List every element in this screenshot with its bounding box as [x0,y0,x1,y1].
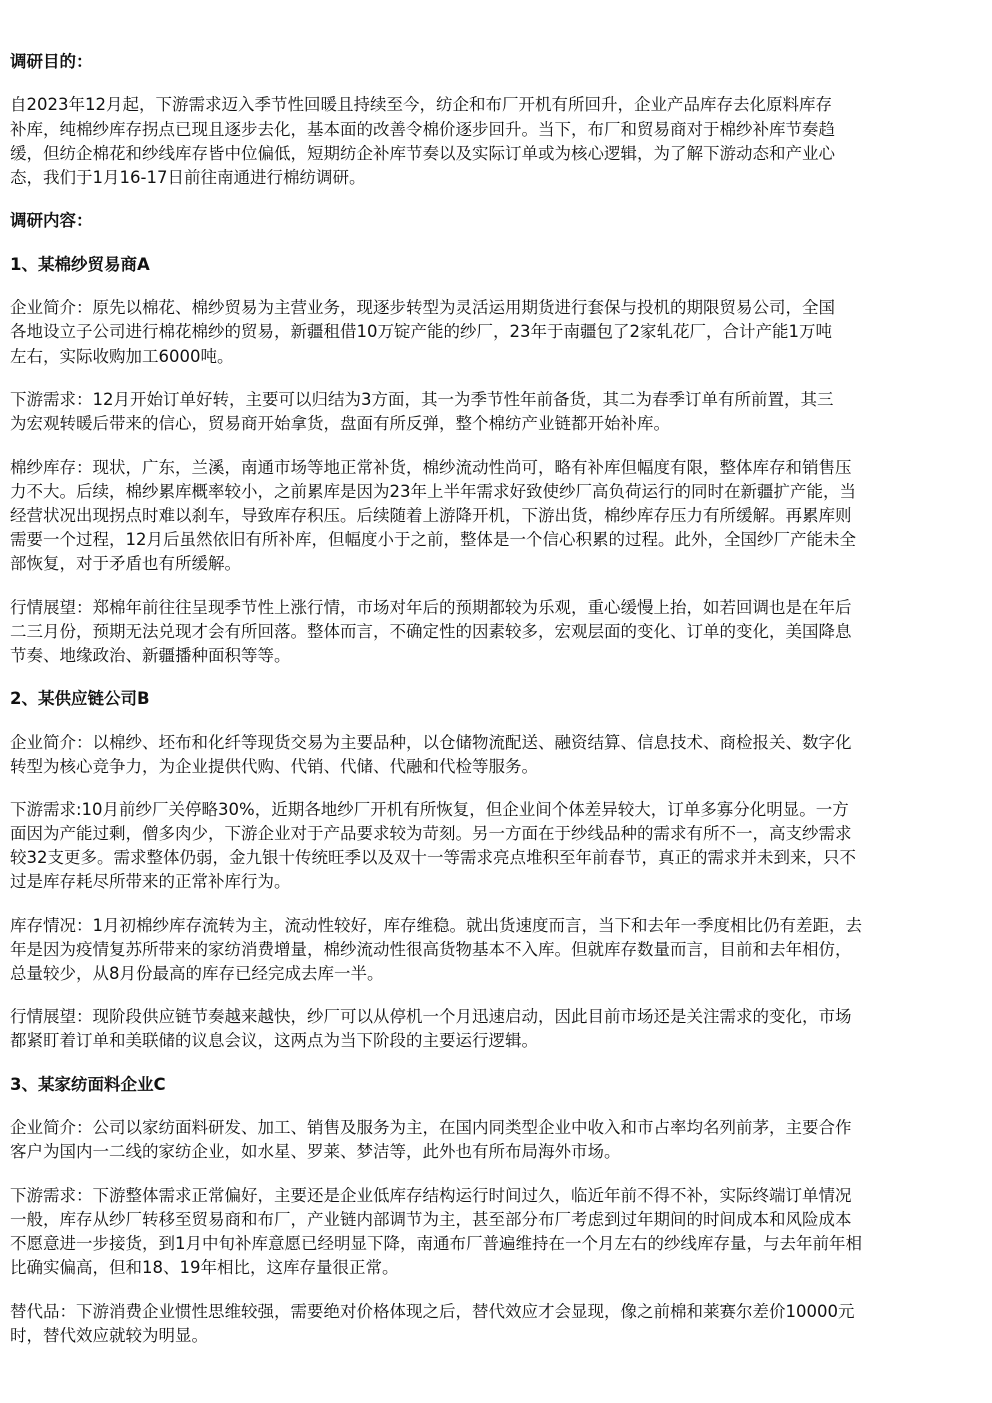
section-title: 1、某棉纱贸易商A [10,255,150,274]
section-title: 2、某供应链公司B [10,689,150,708]
paragraph-line: 一般，库存从纱厂转移至贸易商和布厂，产业链内部调节为主，甚至部分布厂考虑到过年期间的时间成本和风险成本 [10,1210,852,1229]
intro-line: 态，我们于1月16-17日前往南通进行棉纺调研。 [10,168,366,187]
paragraph-line: 各地设立子公司进行棉花棉纱的贸易，新疆租借10万锭产能的纱厂，23年于南疆包了2家轧花厂，合计产能1万吨 [10,322,832,341]
paragraph-line: 为宏观转暖后带来的信心，贸易商开始拿货，盘面有所反弹，整个棉纺产业链都开始补库。 [10,414,670,433]
paragraph-line: 力不大。后续，棉纱累库概率较小，之前累库是因为23年上半年需求好致使纱厂高负荷运行的同时在新疆扩产能，当 [10,482,856,501]
paragraph-line: 转型为核心竞争力，为企业提供代购、代销、代储、代融和代检等服务。 [10,757,538,776]
paragraph-line: 比确实偏高，但和18、19年相比，这库存量很正常。 [10,1258,399,1277]
paragraph-line: 棉纱库存：现状，广东，兰溪，南通市场等地正常补货，棉纱流动性尚可，略有补库但幅度有限，整体库存和销售压 [10,458,852,477]
paragraph-line: 下游需求：12月开始订单好转，主要可以归结为3方面，其一为季节性年前备货，其二为春季订单有所前置，其三 [10,390,834,409]
paragraph-line: 总量较少，从8月份最高的库存已经完成去库一半。 [10,964,384,983]
paragraph-line: 行情展望：现阶段供应链节奏越来越快，纱厂可以从停机一个月迅速启动，因此目前市场还是关注需求的变化，市场 [10,1007,852,1026]
paragraph-line: 客户为国内一二线的家纺企业，如水星、罗莱、梦洁等，此外也有所布局海外市场。 [10,1142,621,1161]
section-title: 3、某家纺面料企业C [10,1075,166,1094]
paragraph-line: 需要一个过程，12月后虽然依旧有所补库，但幅度小于之前，整体是一个信心积累的过程。此外，全国纱厂产能未全 [10,530,856,549]
paragraph-line: 替代品：下游消费企业惯性思维较强，需要绝对价格体现之后，替代效应才会显现，像之前棉和莱赛尔差价10000元 [10,1302,855,1321]
intro-line: 自2023年12月起，下游需求迈入季节性回暖且持续至今，纺企和布厂开机有所回升，企业产品库存去化原料库存 [10,95,832,114]
paragraph-line: 时，替代效应就较为明显。 [10,1326,208,1345]
paragraph-line: 库存情况：1月初棉纱库存流转为主，流动性较好，库存维稳。就出货速度而言，当下和去年一季度相比仍有差距，去 [10,916,862,935]
paragraph-line: 企业简介：原先以棉花、棉纱贸易为主营业务，现逐步转型为灵活运用期货进行套保与投机的期限贸易公司，全国 [10,298,835,317]
paragraph-line: 经营状况出现拐点时难以刹车，导致库存积压。后续随着上游降开机，下游出货，棉纱库存压力有所缓解。再累库则 [10,506,852,525]
paragraph-line: 节奏、地缘政治、新疆播种面积等等。 [10,646,291,665]
paragraph-line: 年是因为疫情复苏所带来的家纺消费增量，棉纱流动性很高货物基本不入库。但就库存数量而言，目前和去年相仿， [10,940,852,959]
paragraph-line: 较32支更多。需求整体仍弱，金九银十传统旺季以及双十一等需求亮点堆积至年前春节，真正的需求并未到来，只不 [10,848,856,867]
paragraph-line: 二三月份，预期无法兑现才会有所回落。整体而言，不确定性的因素较多，宏观层面的变化、订单的变化，美国降息 [10,622,852,641]
paragraph-line: 面因为产能过剩，僧多肉少，下游企业对于产品要求较为苛刻。另一方面在于纱线品种的需求有所不一，高支纱需求 [10,824,852,843]
paragraph-line: 部恢复，对于矛盾也有所缓解。 [10,554,241,573]
intro-line: 补库，纯棉纱库存拐点已现且逐步去化，基本面的改善令棉价逐步回升。当下，布厂和贸易商对于棉纱补库节奏趋 [10,120,835,139]
paragraph-line: 下游需求:10月前纱厂关停略30%，近期各地纱厂开机有所恢复，但企业间个体差异较大，订单多寡分化明显。一方 [10,800,849,819]
heading-content: 调研内容： [10,211,93,230]
paragraph-line: 都紧盯着订单和美联储的议息会议，这两点为当下阶段的主要运行逻辑。 [10,1031,538,1050]
paragraph-line: 过是库存耗尽所带来的正常补库行为。 [10,872,291,891]
paragraph-line: 企业简介：公司以家纺面料研发、加工、销售及服务为主，在国内同类型企业中收入和市占率均名列前茅，主要合作 [10,1118,852,1137]
paragraph-line: 行情展望：郑棉年前往往呈现季节性上涨行情，市场对年后的预期都较为乐观，重心缓慢上抬，如若回调也是在年后 [10,598,852,617]
intro-line: 缓，但纺企棉花和纱线库存皆中位偏低，短期纺企补库节奏以及实际订单或为核心逻辑，为了解下游动态和产业心 [10,144,835,163]
paragraph-line: 企业简介：以棉纱、坯布和化纤等现货交易为主要品种，以仓储物流配送、融资结算、信息技术、商检报关、数字化 [10,733,852,752]
paragraph-line: 不愿意进一步接货，到1月中旬补库意愿已经明显下降，南通布厂普遍维持在一个月左右的纱线库存量，与去年前年相 [10,1234,862,1253]
paragraph-line: 左右，实际收购加工6000吨。 [10,347,234,366]
heading-purpose: 调研目的： [10,52,93,71]
paragraph-line: 下游需求：下游整体需求正常偏好，主要还是企业低库存结构运行时间过久，临近年前不得不补，实际终端订单情况 [10,1186,852,1205]
